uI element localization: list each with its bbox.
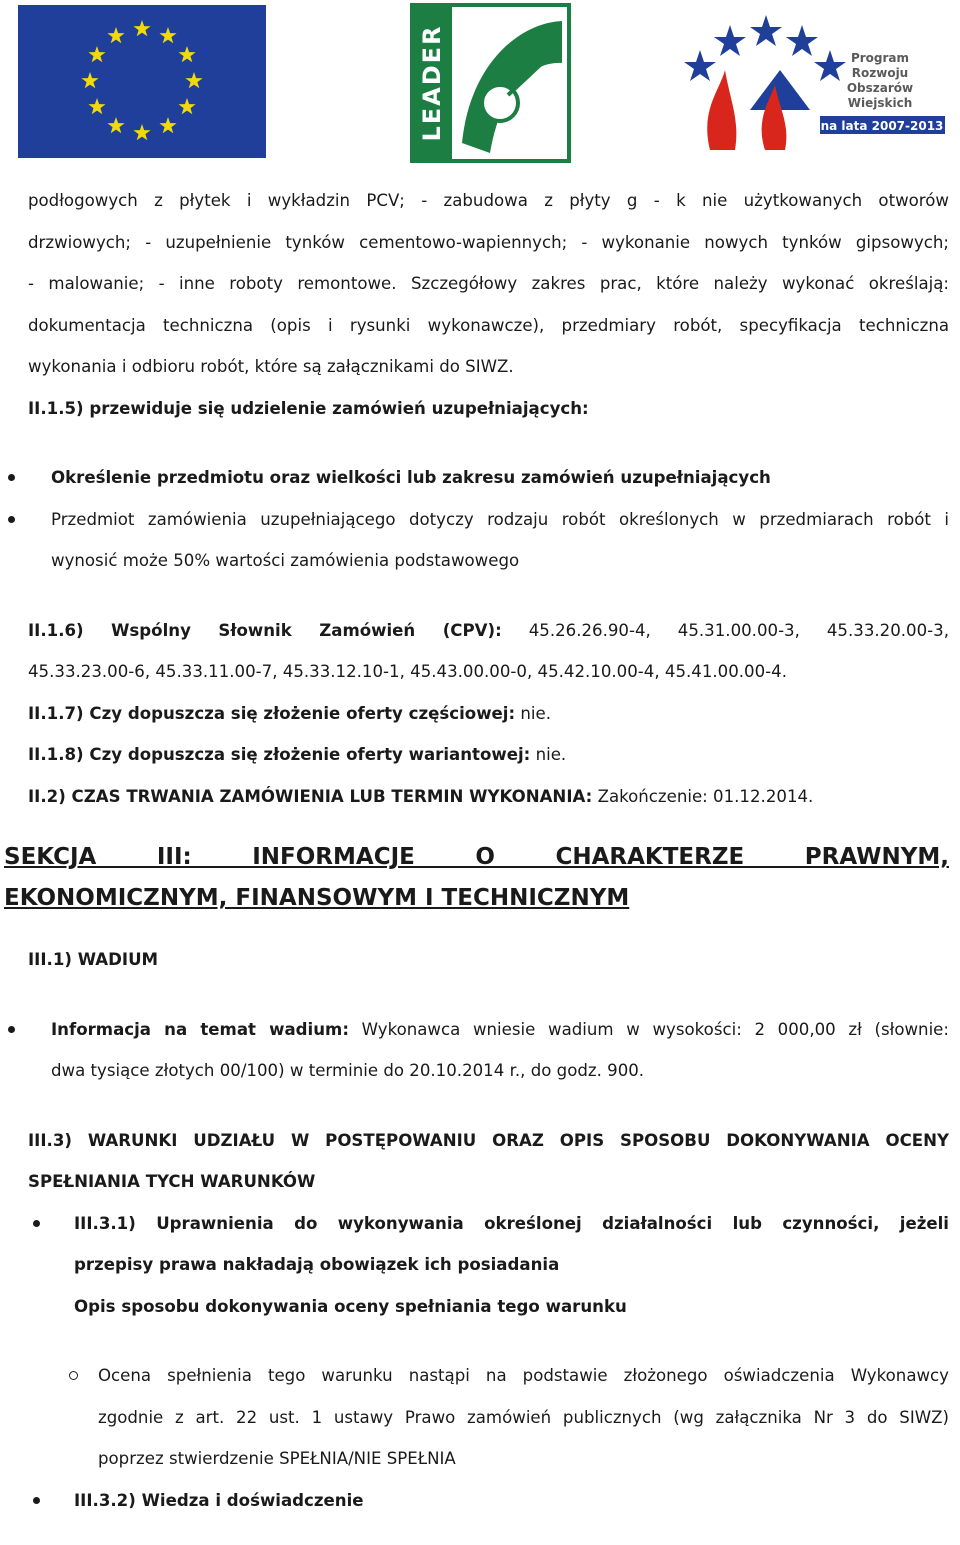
section-title: SEKCJA III: INFORMACJE O CHARAKTERZE PRAWNYM, (4, 844, 949, 870)
text-line: drzwiowych; - uzupełnienie tynków cementowo-wapiennych; - wykonanie nowych tynków gipsowych; (28, 232, 949, 252)
text-line: dokumentacja techniczna (opis i rysunki wykonawcze), przedmiary robót, specyfikacja techniczna (28, 315, 949, 335)
item-ii-1-7: II.1.7) Czy dopuszcza się złożenie oferty częściowej: nie. (28, 703, 552, 723)
bullet-icon (33, 1497, 40, 1504)
text-line: Ocena spełnienia tego warunku nastąpi na podstawie złożonego oświadczenia Wykonawcy (98, 1366, 949, 1385)
item-ii-1-8: II.1.8) Czy dopuszcza się złożenie oferty wariantowej: nie. (28, 745, 567, 764)
text-line: poprzez stwierdzenie SPEŁNIA/NIE SPEŁNIA (98, 1449, 456, 1468)
list-item (28, 499, 949, 582)
bullet-icon (8, 1026, 15, 1033)
svg-text:Wiejskich: Wiejskich (847, 96, 913, 110)
list-item (28, 1355, 949, 1480)
bullet-heading: Określenie przedmiotu oraz wielkości lub zakresu zamówień uzupełniających (51, 468, 771, 487)
text-line: Przedmiot zamówienia uzupełniającego dotyczy rodzaju robót określonych w przedmiarach robót i (51, 509, 949, 529)
svg-text:Program: Program (850, 51, 910, 65)
svg-text:Obszarów: Obszarów (846, 81, 914, 95)
eu-flag-logo (18, 5, 266, 158)
svg-text:na lata 2007-2013: na lata 2007-2013 (820, 119, 944, 133)
cpv-line-2: 45.33.23.00-6, 45.33.11.00-7, 45.33.12.10-1, 45.43.00.00-0, 45.42.10.00-4, 45.41.00.00-4. (28, 662, 787, 681)
section-title: EKONOMICZNYM, FINANSOWYM I TECHNICZNYM (4, 885, 630, 911)
circle-bullet-icon (69, 1371, 78, 1380)
text-line: dwa tysiące złotych 00/100) w terminie do 20.10.2014 r., do godz. 900. (51, 1061, 645, 1080)
text-line: zgodnie z art. 22 ust. 1 ustawy Prawo zamówień publicznych (wg załącznika Nr 3 do SIWZ) (98, 1407, 949, 1427)
heading-iii-3: III.3) WARUNKI UDZIAŁU W POSTĘPOWANIU ORAZ OPIS SPOSOBU DOKONYWANIA OCENY (28, 1130, 949, 1150)
prow-logo (680, 10, 950, 160)
text-line: podłogowych z płytek i wykładzin PCV; - zabudowa z płyty g - k nie użytkowanych otworów (28, 191, 949, 210)
bullet-icon (8, 474, 15, 481)
text-line: - malowanie; - inne roboty remontowe. Szczegółowy zakres prac, które należy wykonać określają: (28, 274, 949, 293)
item-ii-2: II.2) CZAS TRWANIA ZAMÓWIENIA LUB TERMIN WYKONANIA: Zakończenie: 01.12.2014. (28, 786, 814, 806)
leader-logo-text: LEADER (418, 24, 446, 142)
list-item: III.3.2) Wiedza i doświadczenie (28, 1480, 949, 1522)
paragraph-scope (28, 180, 949, 388)
bullet-icon (33, 1220, 40, 1227)
bullet-icon (8, 516, 15, 523)
list-item: III.3.1) Uprawnienia do wykonywania określonej działalności lub czynności, jeżeli przepisy prawa nakładają obowiązek ich posiadania Opis sposobu dokonywania oceny spełniania tego warunku (28, 1203, 949, 1328)
heading-iii-3-cont: SPEŁNIANIA TYCH WARUNKÓW (28, 1172, 316, 1191)
leader-logo (410, 3, 571, 163)
list-item (28, 457, 949, 499)
document-body (4, 180, 949, 1521)
cpv-line-1: II.1.6) Wspólny Słownik Zamówień (CPV): 45.26.26.90-4, 45.31.00.00-3, 45.33.20.00-3, (28, 620, 949, 640)
text-line: wykonania i odbioru robót, które są załącznikami do SIWZ. (28, 357, 514, 376)
heading-ii-1-5: II.1.5) przewiduje się udzielenie zamówień uzupełniających: (28, 398, 589, 418)
svg-text:Rozwoju: Rozwoju (851, 66, 909, 80)
text-line: wynosić może 50% wartości zamówienia podstawowego (51, 551, 520, 570)
heading-iii-1: III.1) WADIUM (28, 950, 159, 969)
prow-stars-icon (684, 15, 846, 81)
list-item: Informacja na temat wadium: Wykonawca wniesie wadium w wysokości: 2 000,00 zł (słownie: dwa tysiące złotych 00/100) w terminie do 20.10.2014 r., do godz. 900. (28, 1009, 949, 1092)
prow-house-icon (750, 70, 810, 110)
